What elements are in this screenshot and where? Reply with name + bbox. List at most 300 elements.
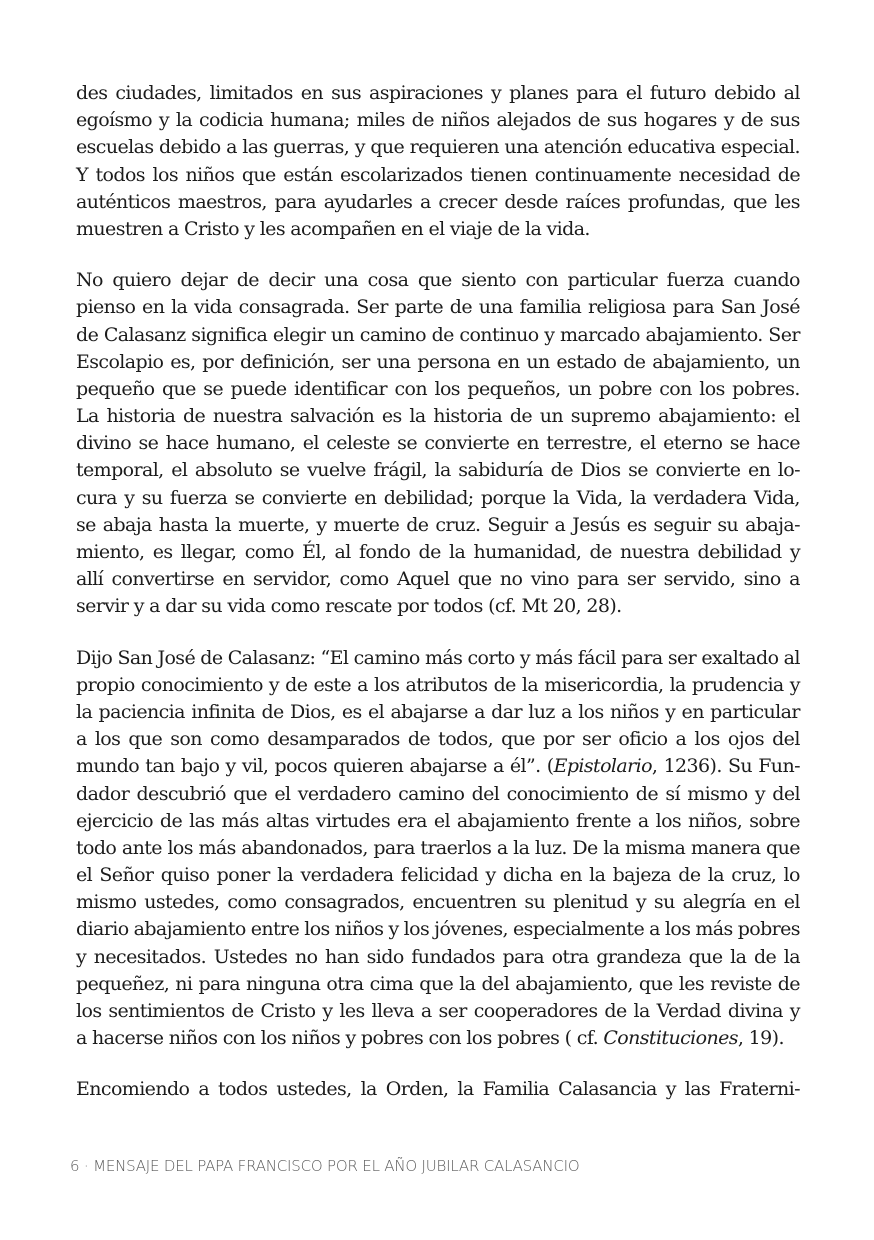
word: ninguna [246,972,321,995]
text-line [76,107,800,134]
word: y [789,541,800,563]
word: a [492,755,504,778]
word: la [783,945,800,968]
word: nuestra [619,541,690,563]
word: ejercicio [76,809,153,832]
word: el [428,217,445,240]
text-line [76,699,800,726]
word: que [638,972,673,995]
word: sobre [749,809,800,832]
word: de [678,864,701,887]
word: dicha [502,864,553,887]
word: viaje [449,217,493,240]
word: de [740,109,763,132]
word: Vida, [576,486,623,509]
word: muerte [333,513,400,536]
word: a [167,217,179,240]
word: egoísmo [76,109,152,132]
word: maestros, [177,190,267,213]
word: abajarse [390,700,468,723]
word: necesidad [678,163,771,186]
text-line [76,294,800,321]
word: alegría [682,891,746,914]
word: servido, [663,568,736,591]
word: los [655,809,682,832]
word: debilidad [697,541,782,563]
word: sentimientos [108,1000,225,1022]
word: como [227,891,277,914]
word: para [621,646,663,669]
word: la [589,864,606,887]
word: de [76,323,99,346]
word: a [496,836,508,859]
word: sabiduría [458,459,544,482]
word: debido [714,82,776,104]
word: de [431,323,454,346]
word: verdadera [300,864,394,887]
word: Aquel [396,568,450,591]
word: poner [216,864,270,887]
word: es [152,541,173,563]
word: encuentren [412,891,517,914]
text-line [76,403,800,430]
word: se [729,432,750,455]
word: pobre [598,377,652,400]
word: crecer [438,190,497,213]
word: a [474,700,485,723]
word: Calasanz [103,323,186,346]
word: ser [667,646,697,669]
word: los [304,918,330,941]
word: fundados [411,945,495,968]
word: niños [291,1027,341,1050]
word: en [142,296,165,319]
word: el [433,809,450,832]
word: como [270,595,320,618]
word: se [234,486,255,509]
word: en [354,486,377,509]
word: celeste [326,432,390,455]
word: y [723,109,734,132]
word: vino [530,568,569,591]
word: José [157,646,196,669]
word: en [681,700,704,723]
word: no [294,945,318,968]
word: una [324,269,359,292]
word: han [325,945,360,968]
word: abaja- [745,513,800,536]
word: los [466,1027,492,1050]
word: como [244,541,294,563]
word: el [783,891,800,914]
word: más [535,646,573,669]
word: la [360,1078,377,1101]
word: los [152,163,178,186]
word: que [766,836,800,859]
word: Fun- [758,755,800,778]
word: absoluto [194,459,273,482]
word: Señor [99,864,154,887]
word: por [202,350,234,373]
word: al [783,82,800,104]
word: al [783,646,800,669]
word: la [521,673,539,696]
word: abajamiento: [658,405,777,428]
word: 28). [586,595,622,618]
word: niños [185,163,235,186]
word: el [274,782,291,805]
italic-citation: Constituciones [603,1027,738,1050]
word: de [493,673,516,696]
word: su [717,513,739,536]
text-line [76,889,800,916]
word: niños [610,700,659,723]
word: la [707,864,724,887]
word: para [274,190,317,213]
word: y [388,918,399,941]
word: a [637,809,649,832]
word: (cf. [488,595,517,618]
word: ojos [727,728,765,751]
text-line [76,322,800,349]
word: con [394,377,428,400]
word: allí [76,568,104,591]
word: descubrió [136,782,226,805]
word: al [334,541,351,563]
word: particular [710,700,800,723]
text-line [76,645,800,672]
word: de [418,541,441,563]
word: abajamiento [456,809,570,832]
word: es [341,700,362,723]
word: paciencia [98,700,185,723]
text-line [76,134,800,161]
word: el [625,82,642,104]
word: su [141,486,163,509]
word: dar [491,700,522,723]
word: altas [265,809,309,832]
word: y [665,1078,676,1101]
word: en [400,217,424,240]
word: mismo [76,891,137,914]
word: que [128,728,163,751]
word: la [457,1078,474,1101]
word: identificar [294,377,388,400]
word: Su [727,755,753,778]
word: rescate [325,595,392,618]
word: (Epistolario, [546,755,658,778]
word: es, [170,350,196,373]
word: pocos [274,755,327,778]
text-line [76,189,800,216]
word: Verdad [656,1000,721,1022]
word: de [623,350,646,373]
text-line [76,944,800,971]
word: Vida, [753,486,800,509]
word: a [198,1078,210,1101]
word: los [699,377,725,400]
word: convierte [261,486,347,509]
word: para [577,568,619,591]
word: lo [783,864,800,887]
word: reviste [710,972,772,995]
word: niños [334,918,384,941]
word: la [553,486,570,509]
word: se [138,432,159,455]
word: raíces [565,190,621,213]
word: humanidad, [473,541,582,563]
word: a [561,700,572,723]
word: la [277,864,294,887]
word: la [603,836,620,859]
word: su [201,595,223,618]
word: a [789,568,800,591]
word: con [659,377,692,400]
word: la [669,673,686,696]
word: de [589,541,612,563]
word: todos, [438,728,494,751]
word: camino [353,646,420,669]
word: ser [582,728,611,751]
word: la [525,217,542,240]
text-line [76,349,800,376]
word: luz. [534,836,567,859]
word: los [664,918,691,941]
word: escuelas [76,136,154,159]
word: servidor, [253,568,332,591]
text-line [76,753,800,780]
word: elegir [272,323,326,346]
word: ser [626,568,656,591]
word: a [226,136,237,159]
text-line [76,162,800,189]
word: Ustedes [213,945,288,968]
word: infinita [191,700,256,723]
word: un [526,350,550,373]
word: 20, [552,595,582,618]
text-line [76,971,800,998]
page-number: 6 [70,1157,80,1175]
word: sí [665,782,680,805]
word: necesitados. [93,945,207,968]
word: de [200,646,223,669]
word: Familia [482,1078,550,1101]
word: y [635,891,647,914]
word: todos [95,163,145,186]
word: humano, [216,432,296,455]
word: Dios, [290,700,336,723]
word: “El [320,646,349,669]
word: todo [76,836,117,859]
text-line [76,80,800,107]
word: de [411,109,434,132]
word: una [504,136,539,159]
word: otra [551,945,589,968]
word: y [754,782,765,805]
word: y [485,864,496,887]
word: quieren [333,755,404,778]
word: es [381,405,402,428]
word: sido [366,945,404,968]
word: a [76,1027,87,1050]
text-line [76,376,800,403]
word: y [544,323,555,346]
word: codicia [199,109,264,132]
word: pienso [76,296,136,319]
paragraph [76,1076,800,1103]
word: niños, [688,809,743,832]
word: y [316,513,327,536]
word: auténticos [76,190,171,213]
word: significa [191,323,268,346]
word: es [626,513,647,536]
word: desamparados [267,728,400,751]
word: y [354,136,365,159]
word: y [225,755,236,778]
word: lleva [371,1000,414,1022]
word: planes [509,82,569,104]
word: abaja [102,513,152,536]
word: que [161,377,196,400]
word: llegar, [180,541,237,563]
word: para [672,296,715,319]
word: y [345,1027,356,1050]
word: para [373,836,415,859]
word: de [777,163,800,186]
word: frágil, [373,459,427,482]
word: de [407,728,431,751]
text-line [76,216,800,243]
word: niños [440,109,490,132]
word: a [149,595,160,618]
word: futuro [649,82,706,104]
word: se [628,459,648,482]
word: muestren [76,217,163,240]
word: y [158,109,169,132]
word: hacerse [92,1027,164,1050]
word: 19). [748,1027,784,1050]
text-line [76,485,800,512]
word: los [373,673,400,696]
word: José [762,296,800,319]
word: de [231,1000,254,1022]
word: Dijo [76,646,113,669]
word: de [753,945,777,968]
word: están [283,163,333,186]
text-line [76,672,800,699]
word: manera [690,836,761,859]
word: oficio [618,728,668,751]
word: el [171,459,188,482]
word: pobres. [732,377,800,400]
word: verdadero [297,782,391,805]
word: cf. [576,1027,599,1050]
word: historia [433,405,503,428]
word: todos [433,595,483,618]
word: por [543,728,574,751]
word: y [322,1000,333,1022]
word: del [481,972,510,995]
word: sino [743,568,781,591]
word: Calasanz: [227,646,316,669]
word: con [428,1027,461,1050]
word: que [241,163,276,186]
word: pobres [360,1027,424,1050]
word: las [684,1078,711,1101]
word: vil, [241,755,269,778]
word: los [260,1027,287,1050]
word: su [653,891,675,914]
word: se [203,377,224,400]
word: cooperadores [473,1000,598,1022]
word: el [302,432,319,455]
word: misericordia, [544,673,664,696]
word: ser [341,350,370,373]
word: que [688,945,723,968]
word: divino [76,432,132,455]
word: ustedes, [144,891,220,914]
word: a [357,673,368,696]
word: les [774,190,800,213]
word: porque [480,486,546,509]
word: misma [625,836,686,859]
word: las [189,809,215,832]
word: más [221,809,259,832]
paragraph [76,80,800,243]
text-line [76,1025,800,1052]
word: consagrados, [284,891,405,914]
footer-separator: · [83,1157,89,1175]
word: aspiraciones [369,82,483,104]
word: son [170,728,202,751]
word: y [244,217,255,240]
word: su [524,891,546,914]
word: a [76,728,87,751]
word: siento [461,269,516,292]
word: puede [230,377,287,400]
word: como [339,568,389,591]
word: debilidad; [383,486,474,509]
word: consagrada. [238,296,350,319]
word: de [159,809,183,832]
word: los [694,728,720,751]
word: una [376,350,411,373]
text-line [76,998,800,1025]
word: nuestra [212,405,283,428]
word: sus [606,109,637,132]
word: un [776,350,800,373]
word: conocimiento [506,782,629,805]
word: con [525,269,558,292]
word: pequeñez, [76,972,170,995]
word: la [409,405,426,428]
word: Dios [580,459,621,482]
word: la [730,945,747,968]
word: mundo [76,755,140,778]
word: No [76,269,103,292]
word: y [519,646,531,669]
word: pobres [497,1027,560,1050]
word: Seguir [487,513,548,536]
word: el [639,432,656,455]
word: parte [394,296,444,319]
word: de [497,217,520,240]
word: abajarse [409,755,487,778]
word: Calasancia [558,1078,657,1101]
word: les [259,217,285,240]
word: se [76,513,96,536]
word: cruz. [435,513,481,536]
